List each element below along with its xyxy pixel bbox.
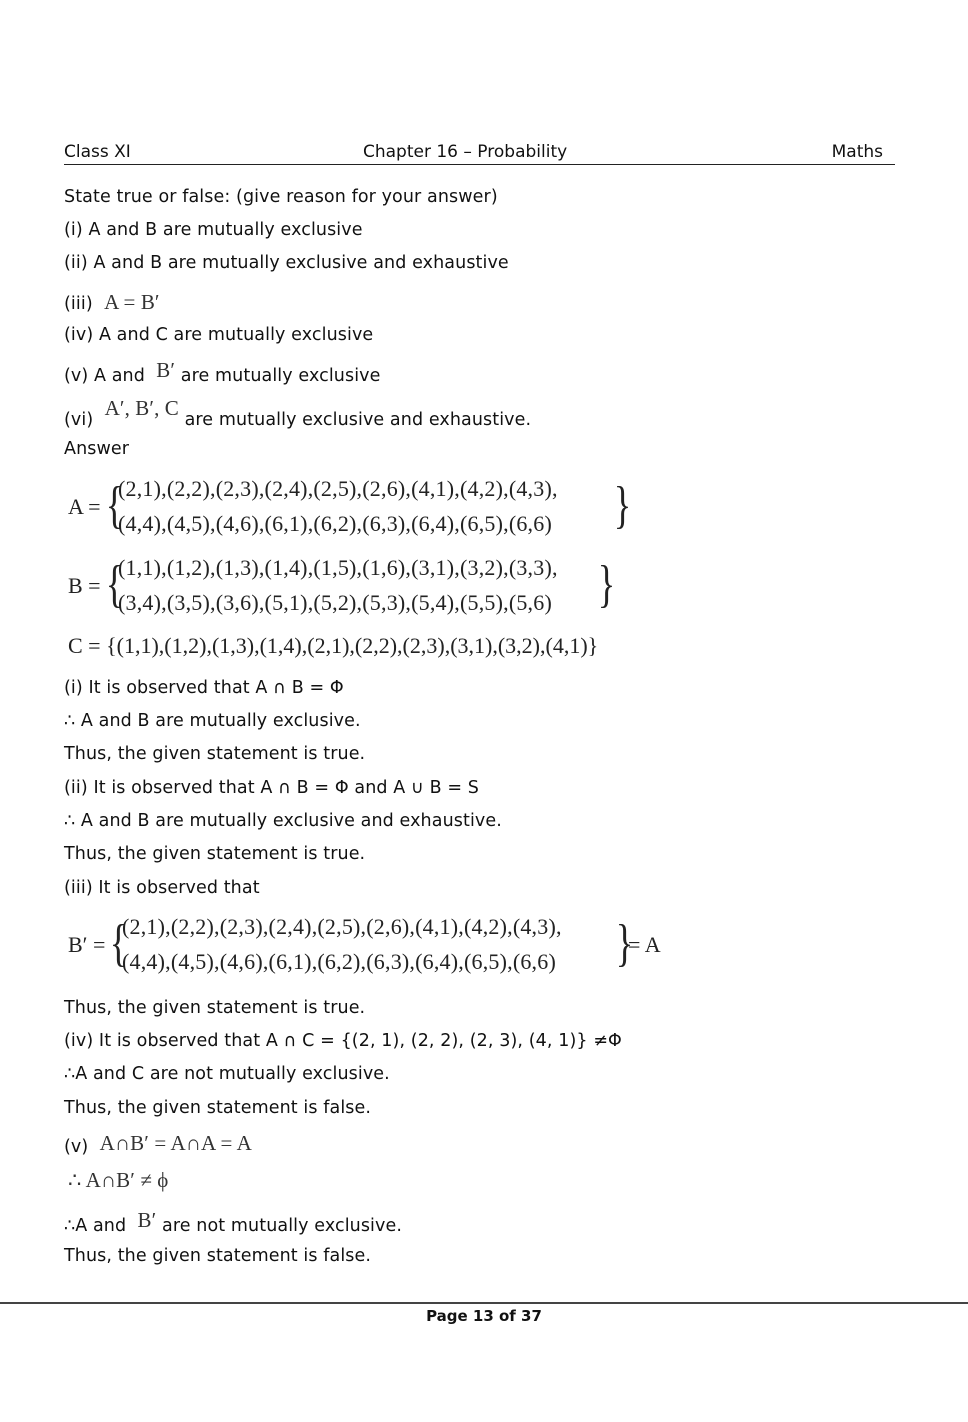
right-brace: } [597, 556, 616, 613]
part-math: A′, B′, C [104, 396, 179, 420]
set-lhs: B = [68, 573, 101, 598]
set-row-1: (2,1),(2,2),(2,3),(2,4),(2,5),(2,6),(4,1),(4,2),(4,3), [118, 476, 558, 501]
set-row-2: (4,4),(4,5),(4,6),(6,1),(6,2),(6,3),(6,4),(6,5),(6,6) [122, 949, 556, 974]
question-part-iii [64, 290, 160, 315]
part-label: (i) [64, 220, 83, 240]
answer-ii-conclusion: ∴ A and B are mutually exclusive and exhaustive. [64, 811, 502, 831]
header-class: Class XI [64, 142, 131, 162]
set-row-1: (2,1),(2,2),(2,3),(2,4),(2,5),(2,6),(4,1),(4,2),(4,3), [122, 914, 562, 939]
set-lhs: B′ = [68, 932, 106, 957]
answer-v-result: Thus, the given statement is false. [64, 1246, 372, 1266]
answer-iii-result: Thus, the given statement is true. [64, 998, 366, 1018]
page-header [64, 142, 895, 165]
set-c-definition: C = {(1,1),(1,2),(1,3),(1,4),(2,1),(2,2),(2,3),(3,1),(3,2),(4,1)} [68, 633, 599, 658]
answer-ii-observation: (ii) It is observed that A ∩ B = Φ and A ∪ B = S [64, 778, 479, 798]
set-row-1: (1,1),(1,2),(1,3),(1,4),(1,5),(1,6),(3,1),(3,2),(3,3), [118, 555, 558, 580]
question-part-iv [64, 325, 373, 345]
answer-iv-observation: (iv) It is observed that A ∩ C = {(2, 1), (2, 2), (2, 3), (4, 1)} ≠Φ [64, 1031, 622, 1051]
header-subject: Maths [831, 142, 883, 162]
answer-v-conclusion [64, 1208, 403, 1237]
footer-divider [0, 1302, 968, 1304]
answer-ii-result: Thus, the given statement is true. [64, 844, 366, 864]
part-label: (v) [64, 366, 89, 386]
part-label: (iii) [64, 294, 93, 314]
part-math: B′ [156, 358, 176, 382]
answer-iv-result: Thus, the given statement is false. [64, 1098, 372, 1118]
part-text: A and B are mutually exclusive and exhaustive [93, 253, 509, 273]
part-label: (v) [64, 1137, 89, 1157]
question-part-ii [64, 253, 509, 273]
set-b-complement-definition [68, 912, 688, 982]
question-part-i [64, 220, 363, 240]
answer-v-therefore: ∴ A∩B′ ≠ ϕ [68, 1168, 169, 1192]
answer-i-result: Thus, the given statement is true. [64, 744, 366, 764]
part-post: are mutually exclusive [180, 366, 381, 386]
part-label: (ii) [64, 253, 88, 273]
right-brace: } [615, 915, 634, 972]
part-label: (iv) [64, 325, 94, 345]
conclusion-math: B′ [137, 1208, 157, 1232]
set-row-2: (3,4),(3,5),(3,6),(5,1),(5,2),(5,3),(5,4),(5,5),(5,6) [118, 590, 552, 615]
header-chapter: Chapter 16 – Probability [363, 142, 568, 162]
answer-v-equation [64, 1133, 252, 1158]
set-rhs: = A [628, 932, 661, 957]
conclusion-pre: ∴A and [64, 1216, 127, 1236]
part-label: (vi) [64, 410, 94, 430]
left-brace: { [109, 915, 128, 972]
answer-i-conclusion: ∴ A and B are mutually exclusive. [64, 711, 361, 731]
part-text: A and B are mutually exclusive [88, 220, 363, 240]
question-intro: State true or false: (give reason for your answer) [64, 187, 498, 207]
conclusion-post: are not mutually exclusive. [162, 1216, 403, 1236]
set-row-2: (4,4),(4,5),(4,6),(6,1),(6,2),(6,3),(6,4),(6,5),(6,6) [118, 511, 552, 536]
answer-heading: Answer [64, 439, 130, 459]
right-brace: } [613, 477, 632, 534]
answer-iv-conclusion: ∴A and C are not mutually exclusive. [64, 1064, 390, 1084]
part-pre: A and [93, 366, 145, 386]
part-post: are mutually exclusive and exhaustive. [184, 410, 532, 430]
question-part-vi [64, 396, 532, 431]
answer-i-observation: (i) It is observed that A ∩ B = Φ [64, 678, 344, 698]
page-number: Page 13 of 37 [426, 1307, 542, 1325]
question-part-v [64, 358, 381, 387]
answer-iii-observation: (iii) It is observed that [64, 878, 260, 898]
set-b-definition [68, 553, 648, 623]
part-math: A∩B′ = A∩A = A [99, 1131, 252, 1155]
part-text: A and C are mutually exclusive [98, 325, 374, 345]
part-math: A = B′ [104, 290, 160, 314]
left-brace: { [105, 477, 124, 534]
set-a-definition [68, 474, 648, 544]
left-brace: { [105, 556, 124, 613]
set-lhs: A = [68, 494, 101, 519]
